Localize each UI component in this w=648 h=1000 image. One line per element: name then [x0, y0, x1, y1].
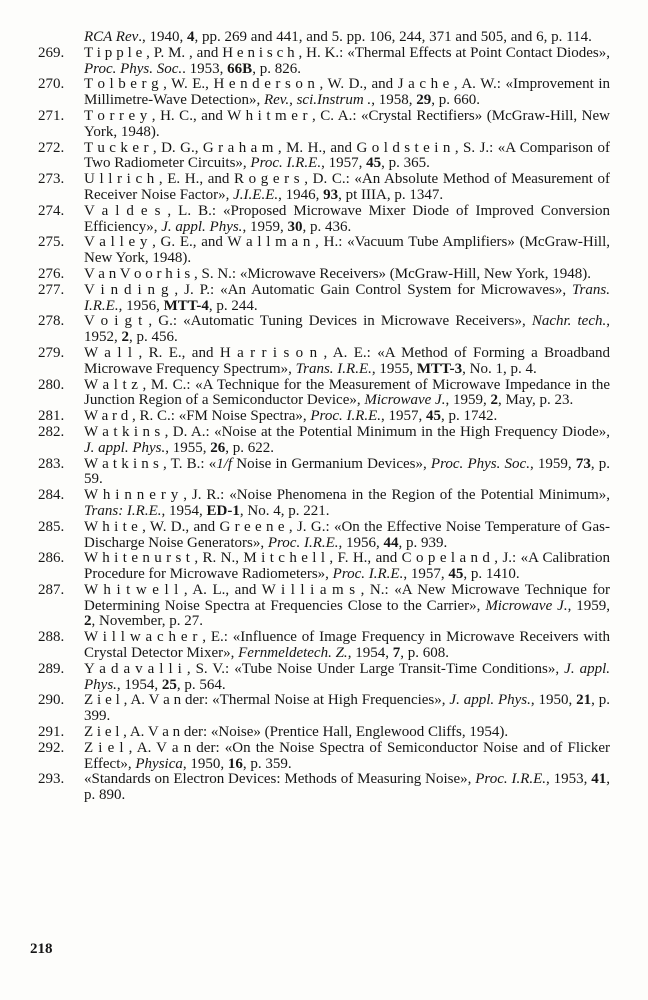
reference-number: 281. [38, 408, 65, 425]
reference-text: Z i e l , A. V a n der: «Thermal Noise at High Frequencies», J. appl. Phys., 1950, 21, p. 399. [84, 692, 611, 725]
reference-text: T o r r e y , H. C., and W h i t m e r , C. A.: «Crystal Rectifiers» (McGraw-Hill, New York, 1948). [84, 107, 610, 140]
reference-entry [38, 346, 610, 378]
reference-text: W a l l , R. E., and H a r r i s o n , A. E.: «A Method of Forming a Broadband Microwave Frequency Spectrum», Trans. I.R.E., 1955, MTT-3, No. 1, p. 4. [84, 344, 610, 377]
reference-entry [38, 204, 610, 236]
reference-entry [38, 409, 610, 425]
reference-entry [38, 662, 610, 694]
reference-text: Y a d a v a l l i , S. V.: «Tube Noise Under Large Transit-Time Conditions», J. appl. Phys., 1954, 25, p. 564. [84, 660, 610, 693]
reference-entry [38, 235, 610, 267]
reference-number: 270. [38, 76, 65, 93]
reference-text: T u c k e r , D. G., G r a h a m , M. H., and G o l d s t e i n , S. J.: «A Comparison of Two Radiometer Circuits», Proc. I.R.E., 1957, 45, p. 365. [84, 139, 610, 172]
reference-entry [38, 693, 610, 725]
reference-text: «Standards on Electron Devices: Methods of Measuring Noise», Proc. I.R.E., 1953, 41, p. 890. [84, 771, 611, 804]
reference-entry [38, 283, 610, 315]
reference-text: V o i g t , G.: «Automatic Tuning Devices in Microwave Receivers», Nachr. tech., 1952, 2, p. 456. [84, 313, 610, 346]
reference-number: 285. [38, 518, 65, 535]
reference-text: W a t k i n s , D. A.: «Noise at the Potential Minimum in the High Frequency Diode», J. appl. Phys., 1955, 26, p. 622. [84, 423, 610, 456]
reference-text: W a l t z , M. C.: «A Technique for the Measurement of Microwave Impedance in the Junction Region of a Semiconductor Device», Microwave J., 1959, 2, May, p. 23. [84, 376, 610, 409]
bibliography [38, 30, 610, 804]
reference-number: 284. [38, 487, 65, 504]
reference-entry [38, 725, 610, 741]
reference-number: 282. [38, 423, 65, 440]
reference-entry [38, 741, 610, 773]
reference-text: W i l l w a c h e r , E.: «Influence of Image Frequency in Microwave Receivers with Crystal Detector Mixer», Fernmeldetech. Z., 1954, 7, p. 608. [84, 629, 610, 662]
reference-entry [38, 551, 610, 583]
reference-text: W a r d , R. C.: «FM Noise Spectra», Proc. I.R.E., 1957, 45, p. 1742. [84, 408, 498, 425]
reference-entry [38, 77, 610, 109]
reference-entry [38, 267, 610, 283]
reference-text: W h i t e n u r s t , R. N., M i t c h e l l , F. H., and C o p e l a n d , J.: «A Calibration Procedure for Microwave Radiometers», Proc. I.R.E., 1957, 45, p. 1410. [84, 550, 610, 583]
reference-text: U l l r i c h , E. H., and R o g e r s , D. C.: «An Absolute Method of Measurement of Receiver Noise Factor», J.I.E.E., 1946, 93, pt IIIA, p. 1347. [84, 171, 610, 203]
reference-number: 289. [38, 660, 65, 677]
reference-number: 276. [38, 265, 65, 282]
reference-number: 272. [38, 139, 65, 156]
reference-text: Z i e l , A. V a n der: «Noise» (Prentice Hall, Englewood Cliffs, 1954). [84, 724, 509, 741]
reference-entry [38, 520, 610, 552]
reference-text: V i n d i n g , J. P.: «An Automatic Gain Control System for Microwaves», Trans. I.R.E., 1956, MTT-4, p. 244. [84, 281, 610, 314]
reference-number: 271. [38, 107, 65, 124]
reference-entry [38, 378, 610, 410]
reference-number: 287. [38, 581, 65, 598]
reference-number: 291. [38, 724, 65, 741]
reference-entry [38, 109, 610, 141]
reference-text: V a l d e s , L. B.: «Proposed Microwave Mixer Diode of Improved Conversion Efficiency», J. appl. Phys., 1959, 30, p. 436. [84, 202, 610, 235]
reference-entry [38, 457, 610, 489]
reference-number: 280. [38, 376, 65, 393]
reference-number: 278. [38, 313, 65, 330]
reference-number: 286. [38, 550, 65, 567]
reference-number: 292. [38, 739, 65, 756]
reference-entry [38, 488, 610, 520]
reference-entry [38, 583, 610, 630]
reference-text: W h i t e , W. D., and G r e e n e , J. G.: «On the Effective Noise Temperature of Gas-Discharge Noise Generators», Proc. I.R.E., 1956, 44, p. 939. [84, 518, 610, 551]
reference-text: W h i t w e l l , A. L., and W i l l i a m s , N.: «A New Microwave Technique for Determining Noise Spectra at Frequencies Close to the Carrier», Microwave J., 1959, 2, November, p. 27. [84, 581, 611, 630]
reference-number: 269. [38, 44, 65, 61]
reference-text: Z i e l , A. V a n der: «On the Noise Spectra of Semiconductor Noise and of Flicker Effect», Physica, 1950, 16, p. 359. [84, 739, 610, 772]
reference-entry [38, 425, 610, 457]
reference-number: 274. [38, 202, 65, 219]
reference-number: 288. [38, 629, 65, 646]
reference-entry [38, 172, 610, 204]
reference-text: W h i n n e r y , J. R.: «Noise Phenomena in the Region of the Potential Minimum», Trans: I.R.E., 1954, ED-1, No. 4, p. 221. [84, 487, 610, 519]
reference-list [38, 46, 610, 804]
continuation-paragraph: RCA Rev., 1940, 4, pp. 269 and 441, and 5. pp. 106, 244, 371 and 505, and 6, p. 114. [84, 29, 592, 45]
reference-number: 283. [38, 455, 65, 472]
reference-number: 290. [38, 692, 65, 709]
reference-text: V a l l e y , G. E., and W a l l m a n , H.: «Vacuum Tube Amplifiers» (McGraw-Hill, New York, 1948). [84, 234, 610, 267]
reference-number: 293. [38, 771, 65, 788]
reference-number: 279. [38, 344, 65, 361]
reference-number: 277. [38, 281, 65, 298]
reference-text: T i p p l e , P. M. , and H e n i s c h , H. K.: «Thermal Effects at Point Contact Diodes», Proc. Phys. Soc.. 1953, 66B, p. 826. [84, 44, 610, 77]
reference-text: W a t k i n s , T. B.: «1/f Noise in Germanium Devices», Proc. Phys. Soc., 1959, 73, p. 59. [84, 455, 611, 488]
reference-text: T o l b e r g , W. E., H e n d e r s o n , W. D., and J a c h e , A. W.: «Improvement in Millimetre-Wave Detection», Rev., sci.Instrum ., 1958, 29, p. 660. [84, 76, 610, 109]
reference-entry [38, 314, 610, 346]
page-number: 218 [30, 941, 53, 957]
reference-entry [38, 630, 610, 662]
reference-number: 273. [38, 171, 65, 188]
reference-entry [38, 141, 610, 173]
reference-entry [38, 772, 610, 804]
reference-number: 275. [38, 234, 65, 251]
reference-text: V a n V o o r h i s , S. N.: «Microwave Receivers» (McGraw-Hill, New York, 1948). [84, 265, 592, 282]
reference-entry [38, 46, 610, 78]
